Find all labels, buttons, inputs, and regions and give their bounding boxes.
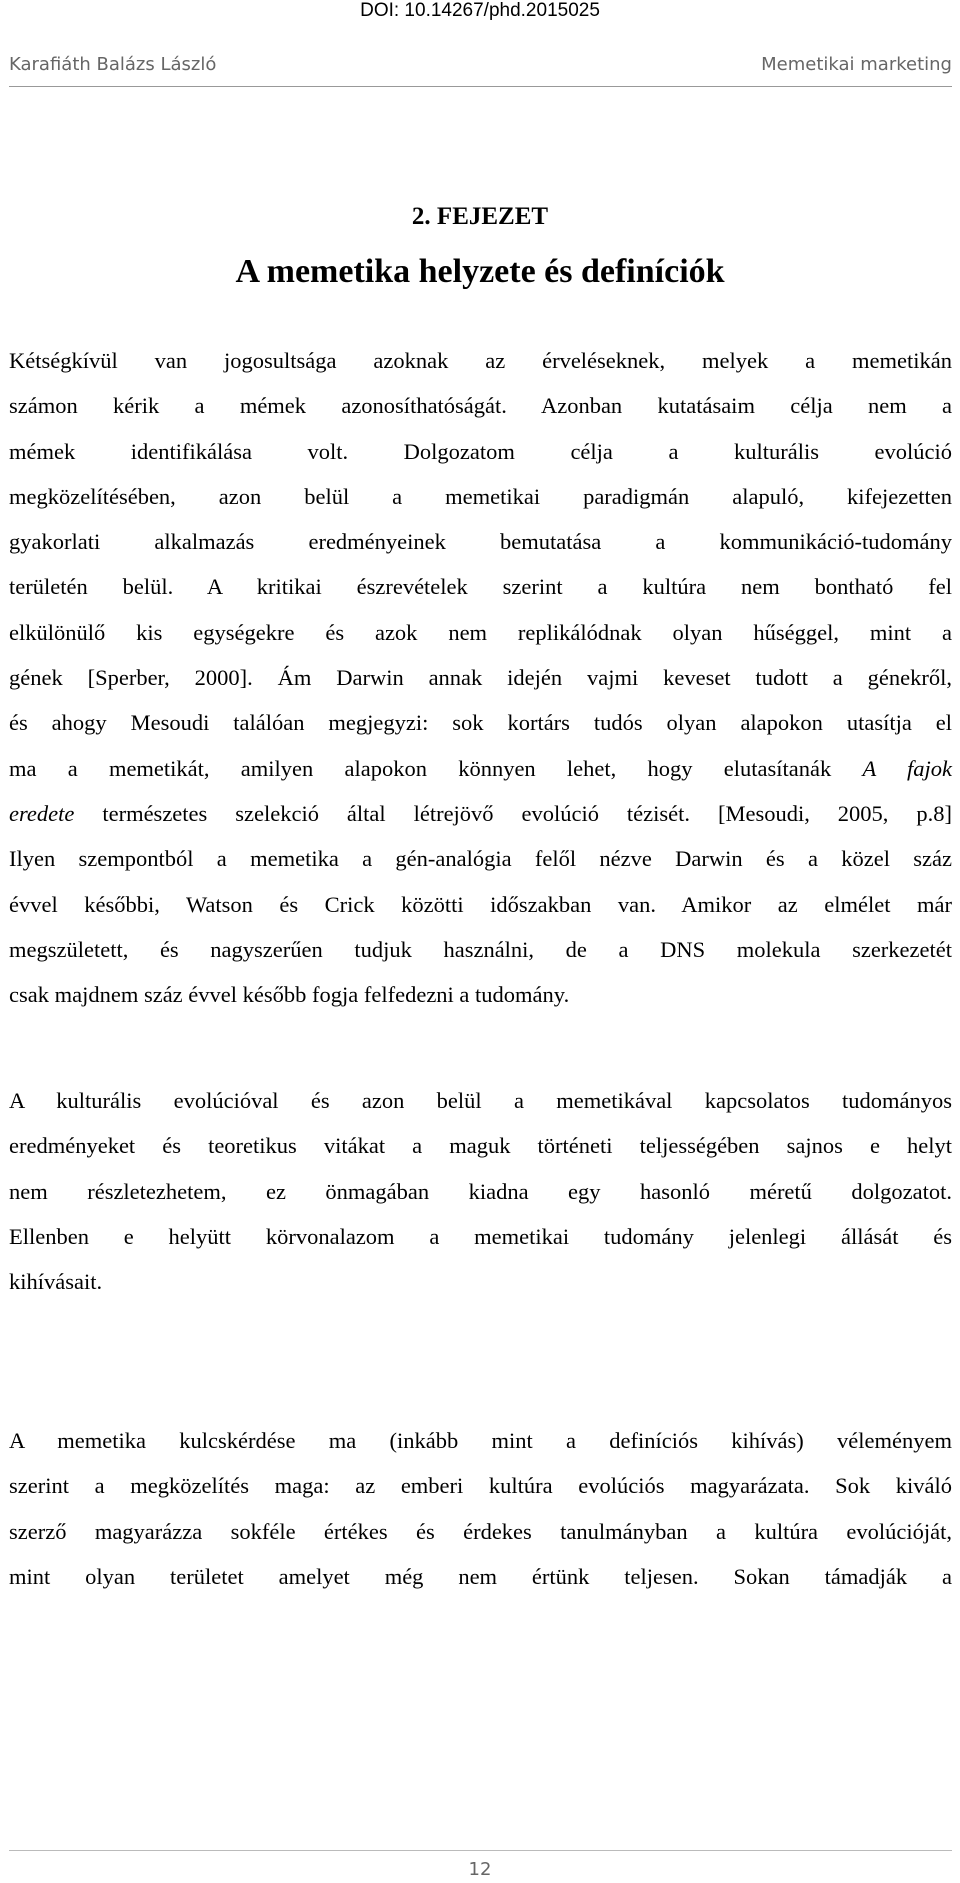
text-line: mint olyan területet amelyet még nem értünk teljesen. Sokan támadják a: [9, 1563, 952, 1589]
header-divider: [9, 86, 952, 87]
text-line: Kétségkívül van jogosultsága azoknak az érveléseknek, melyek a memetikán: [9, 348, 952, 373]
text-line: Ellenben e helyütt körvonalazom a memetikai tudomány jelenlegi állását és: [9, 1223, 952, 1249]
chapter-number: 2. FEJEZET: [411, 203, 549, 230]
doi-line: DOI: 10.14267/phd.2015025: [360, 0, 600, 21]
text-line: megszületett, és nagyszerűen tudjuk használni, de a DNS molekula szerkezetét: [9, 936, 952, 962]
text-line-with-italic: [9, 791, 952, 836]
text-line: kihívásait.: [9, 1269, 103, 1295]
text-line-with-italic: [9, 746, 952, 791]
text-line: gyakorlati alkalmazás eredményeinek bemutatása a kommunikáció-tudomány: [9, 529, 952, 555]
header-author: Karafiáth Balázs László: [9, 54, 217, 75]
italic-book-title: eredete: [9, 800, 75, 826]
text-line: A memetika kulcskérdése ma (inkább mint a definíciós kihívás) véleményem: [9, 1428, 952, 1453]
text-line: nem részletezhetem, ez önmagában kiadna egy hasonló méretű dolgozatot.: [9, 1178, 952, 1204]
footer-divider: [9, 1850, 952, 1851]
text-line: gének [Sperber, 2000]. Ám Darwin annak idején vajmi keveset tudott a génekről,: [9, 665, 952, 691]
text-line: és ahogy Mesoudi találóan megjegyzi: sok kortárs tudós olyan alapokon utasítja el: [9, 710, 952, 736]
text-line: területén belül. A kritikai észrevételek szerint a kultúra nem bontható fel: [9, 574, 952, 600]
text-line: számon kérik a mémek azonosíthatóságát. Azonban kutatásaim célja nem a: [9, 393, 952, 419]
text-line: csak majdnem száz évvel később fogja felfedezni a tudomány.: [9, 982, 570, 1008]
paragraph-2: [9, 1078, 952, 1304]
page-number: 12: [468, 1859, 492, 1880]
text-line: szerint a megközelítés maga: az emberi kultúra evolúciós magyarázata. Sok kiváló: [9, 1473, 952, 1499]
text-line: mémek identifikálása volt. Dolgozatom célja a kulturális evolúció: [9, 438, 952, 464]
italic-book-title: A fajok: [862, 755, 953, 781]
text-line: megközelítésében, azon belül a memetikai paradigmán alapuló, kifejezetten: [9, 483, 952, 509]
text-line: évvel későbbi, Watson és Crick közötti időszakban van. Amikor az elmélet már: [9, 891, 952, 917]
text-segment: ma a memetikát, amilyen alapokon könnyen lehet, hogy elutasítanák: [9, 755, 832, 781]
paragraph-1: [9, 338, 952, 1017]
text-line: Ilyen szempontból a memetika a gén-analógia felől nézve Darwin és a közel száz: [9, 846, 952, 872]
text-line: eredményeket és teoretikus vitákat a maguk történeti teljességében sajnos e helyt: [9, 1133, 952, 1159]
paragraph-3: [9, 1418, 952, 1599]
text-segment: természetes szelekció által létrejövő evolúció tézisét. [Mesoudi, 2005, p.8]: [102, 800, 953, 826]
text-line: szerző magyarázza sokféle értékes és érdekes tanulmányban a kultúra evolúcióját,: [9, 1518, 952, 1544]
header-title: Memetikai marketing: [761, 54, 952, 75]
chapter-title: A memetika helyzete és definíciók: [235, 253, 725, 290]
text-line: A kulturális evolúcióval és azon belül a memetikával kapcsolatos tudományos: [9, 1088, 952, 1113]
text-line: elkülönülő kis egységekre és azok nem replikálódnak olyan hűséggel, mint a: [9, 619, 952, 645]
